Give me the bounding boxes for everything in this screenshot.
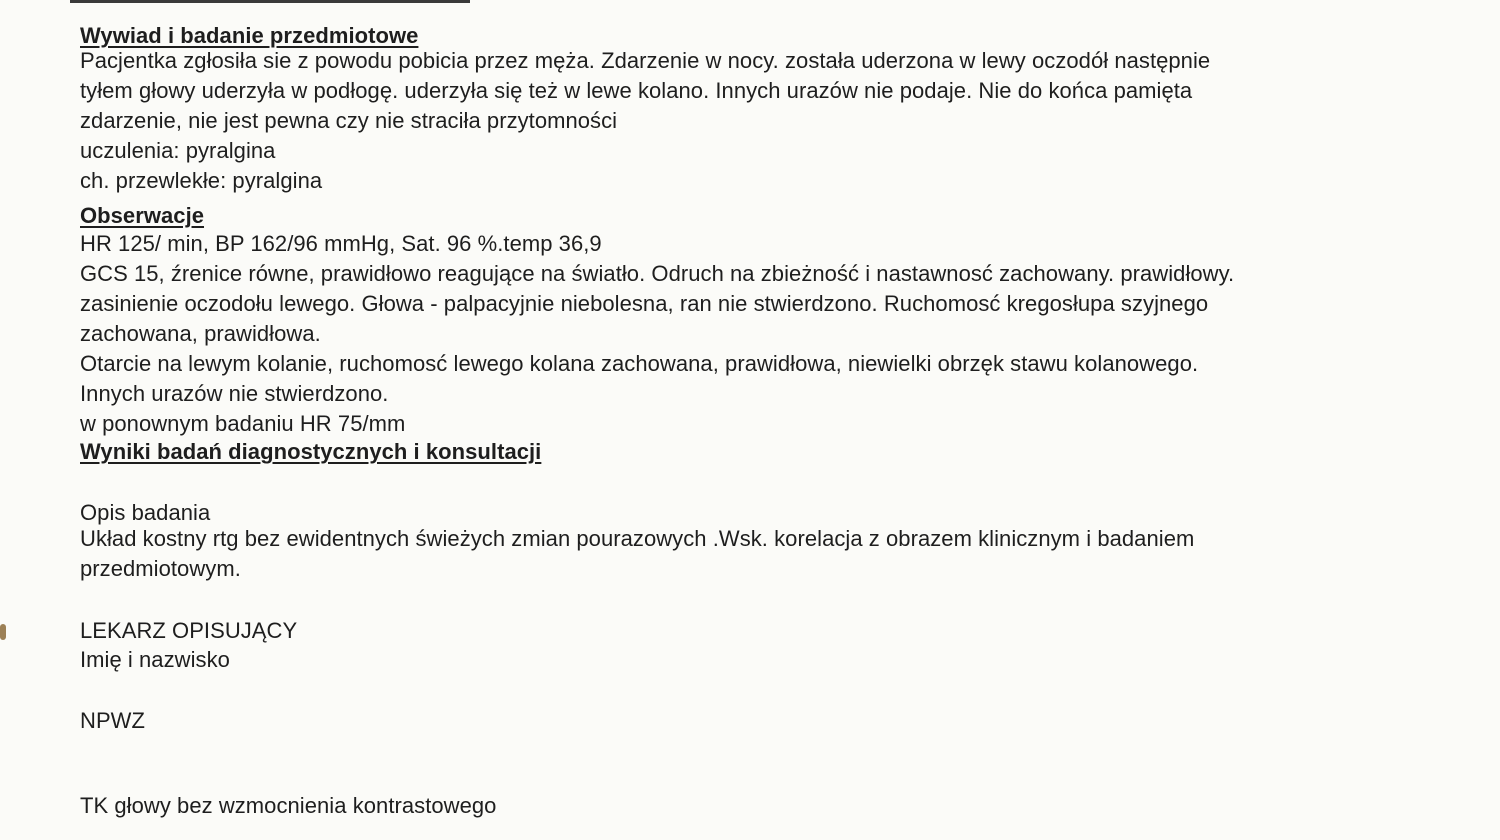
exam-line: Układ kostny rtg bez ewidentnych świeżych zmian pourazowych .Wsk. korelacja z obrazem klinicznym i badaniem: [80, 526, 1195, 551]
observations-text: [80, 229, 1234, 439]
observation-line: Otarcie na lewym kolanie, ruchomosć lewego kolana zachowana, prawidłowa, niewielki obrzęk stawu kolanowego.: [80, 351, 1199, 376]
exam-description-text: [80, 524, 1194, 584]
observation-line: GCS 15, źrenice równe, prawidłowo reagujące na światło. Odruch na zbieżność i nastawnosć zachowany. prawidłowy.: [80, 261, 1235, 286]
npwz-label: NPWZ: [80, 708, 145, 733]
history-line: ch. przewlekłe: pyralgina: [80, 168, 323, 193]
doctor-name-label: Imię i nazwisko: [80, 647, 230, 672]
history-line: uczulenia: pyralgina: [80, 138, 276, 163]
history-line: Pacjentka zgłosiła sie z powodu pobicia przez męża. Zdarzenie w nocy. została uderzona w lewy oczodół następnie: [80, 48, 1211, 73]
reporting-doctor-title: LEKARZ OPISUJĄCY: [80, 618, 298, 643]
observation-line: Innych urazów nie stwierdzono.: [80, 381, 389, 406]
exam-line: przedmiotowym.: [80, 556, 241, 581]
ct-exam-title: TK głowy bez wzmocnienia kontrastowego: [80, 793, 497, 818]
observation-line: w ponownym badaniu HR 75/mm: [80, 411, 406, 436]
history-heading: Wywiad i badanie przedmiotowe: [80, 23, 419, 48]
observations-heading: Obserwacje: [80, 203, 205, 228]
history-text: [80, 46, 1210, 196]
observation-line: HR 125/ min, BP 162/96 mmHg, Sat. 96 %.temp 36,9: [80, 231, 602, 256]
scan-speck: [0, 624, 6, 640]
observation-line: zachowana, prawidłowa.: [80, 321, 321, 346]
history-line: tyłem głowy uderzyła w podłogę. uderzyła się też w lewe kolano. Innych urazów nie podaje. Nie do końca pamięta: [80, 78, 1193, 103]
results-heading: Wyniki badań diagnostycznych i konsultacji: [80, 439, 542, 464]
top-scan-edge: [70, 0, 470, 3]
history-line: zdarzenie, nie jest pewna czy nie straciła przytomności: [80, 108, 618, 133]
observation-line: zasinienie oczodołu lewego. Głowa - palpacyjnie niebolesna, ran nie stwierdzono. Ruchomosć kregosłupa szyjnego: [80, 291, 1209, 316]
exam-description-label: Opis badania: [80, 500, 211, 525]
